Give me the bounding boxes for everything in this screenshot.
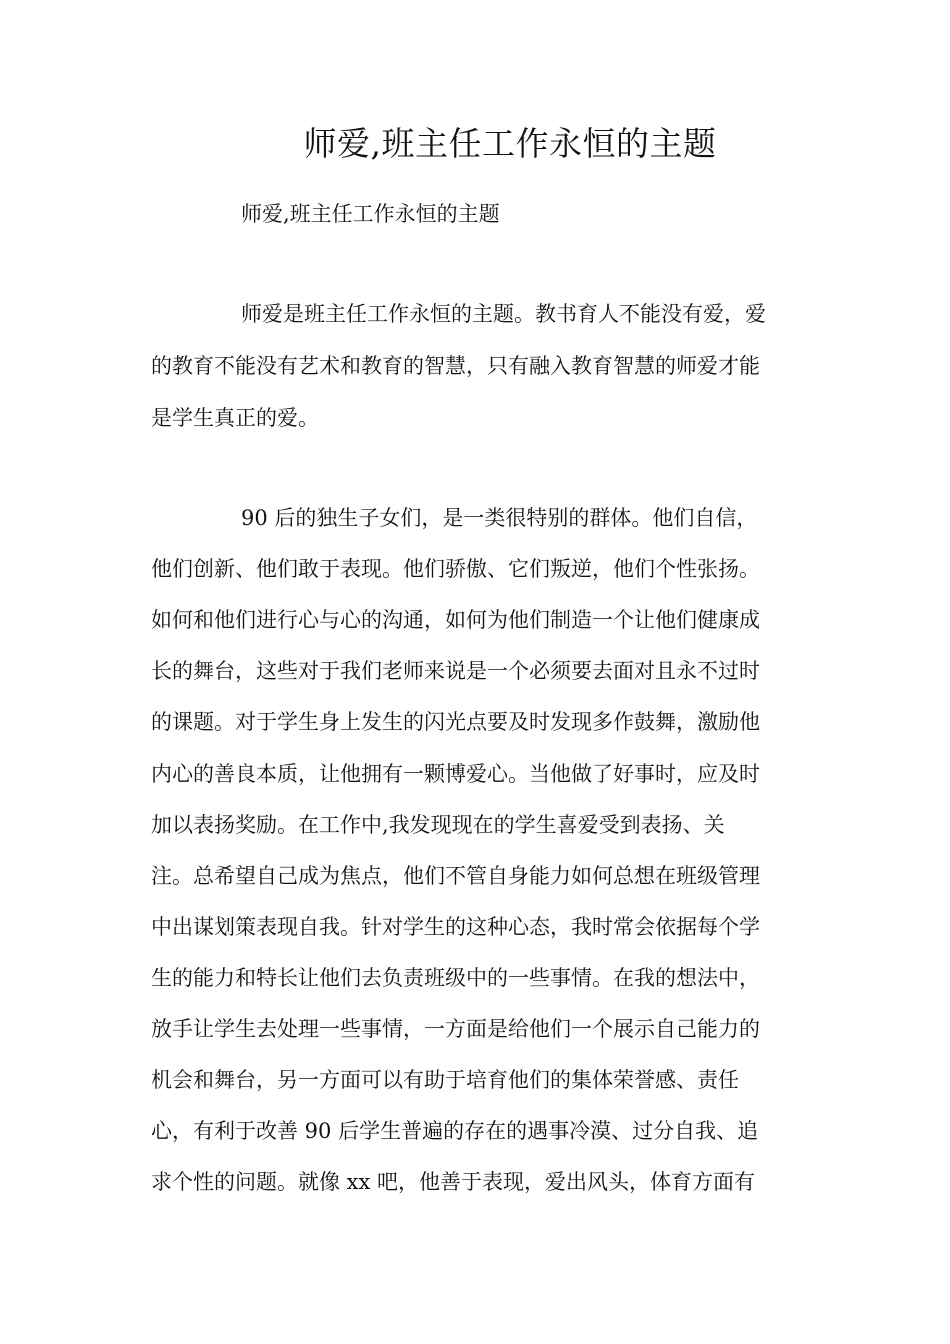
paragraph-2-line-6: 内心的善良本质，让他拥有一颗博爱心。当他做了好事时，应及时 bbox=[151, 762, 760, 786]
paragraph-2-line-3: 如何和他们进行心与心的沟通，如何为他们制造一个让他们健康成 bbox=[151, 608, 760, 632]
paragraph-1-line-2: 的教育不能没有艺术和教育的智慧，只有融入教育智慧的师爱才能 bbox=[151, 354, 760, 378]
paragraph-1-line-1: 师爱是班主任工作永恒的主题。教书育人不能没有爱，爱 bbox=[241, 302, 766, 326]
paragraph-2-line-5: 的课题。对于学生身上发生的闪光点要及时发现多作鼓舞，激励他 bbox=[151, 710, 760, 734]
paragraph-2-line-1: 90 后的独生子女们，是一类很特别的群体。他们自信， bbox=[241, 506, 758, 530]
paragraph-2-line-2: 他们创新、他们敢于表现。他们骄傲、它们叛逆，他们个性张扬。 bbox=[151, 557, 760, 581]
paragraph-1-line-3: 是学生真正的爱。 bbox=[151, 406, 319, 430]
paragraph-2-line-7: 加以表扬奖励。在工作中,我发现现在的学生喜爱受到表扬、关 bbox=[151, 813, 725, 837]
paragraph-2-line-12: 机会和舞台，另一方面可以有助于培育他们的集体荣誉感、责任 bbox=[151, 1068, 739, 1092]
paragraph-2-line-14: 求个性的问题。就像 xx 吧，他善于表现，爱出风头，体育方面有 bbox=[151, 1170, 756, 1194]
document-title: 师爱,班主任工作永恒的主题 bbox=[303, 124, 717, 163]
paragraph-2-line-9: 中出谋划策表现自我。针对学生的这种心态，我时常会依据每个学 bbox=[151, 915, 760, 939]
paragraph-2-line-4: 长的舞台，这些对于我们老师来说是一个必须要去面对且永不过时 bbox=[151, 659, 760, 683]
paragraph-2-line-13: 心，有利于改善 90 后学生普遍的存在的遇事冷漠、过分自我、追 bbox=[151, 1119, 759, 1143]
document-subtitle: 师爱,班主任工作永恒的主题 bbox=[241, 202, 500, 226]
paragraph-2-line-10: 生的能力和特长让他们去负责班级中的一些事情。在我的想法中， bbox=[151, 966, 760, 990]
paragraph-2-line-11: 放手让学生去处理一些事情，一方面是给他们一个展示自己能力的 bbox=[151, 1017, 760, 1041]
paragraph-2-line-8: 注。总希望自己成为焦点，他们不管自身能力如何总想在班级管理 bbox=[151, 864, 760, 888]
